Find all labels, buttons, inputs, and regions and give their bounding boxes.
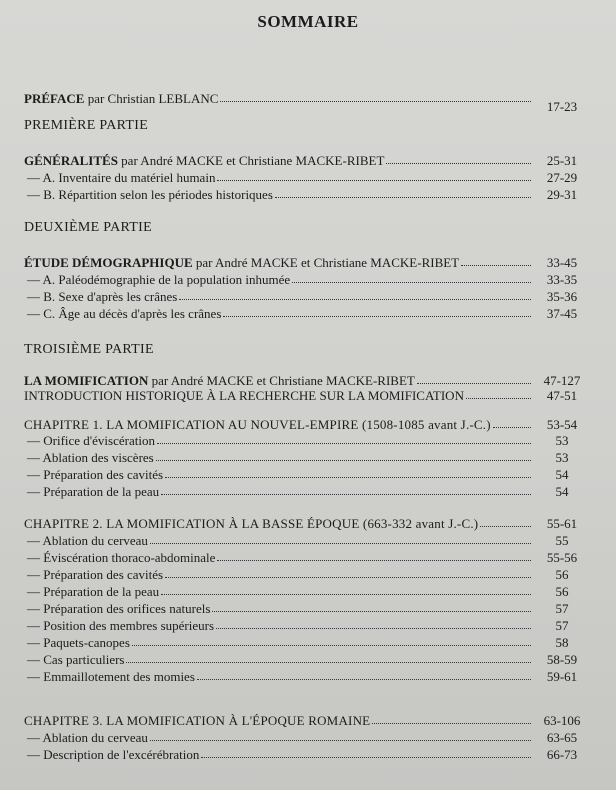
part-heading-2: DEUXIÈME PARTIE bbox=[24, 220, 152, 235]
toc-subentry bbox=[27, 530, 590, 548]
dot-leader bbox=[493, 427, 531, 428]
dot-leader bbox=[480, 526, 531, 527]
chapter-2-label: CHAPITRE 2. LA MOMIFICATION À LA BASSE ÉPOQUE (663-332 avant J.-C.) bbox=[24, 516, 479, 531]
toc-subentry-label: — Éviscération thoraco-abdominale bbox=[27, 550, 216, 565]
toc-subentry-label: — Préparation de la peau bbox=[27, 584, 160, 599]
page-range: 35-36 bbox=[546, 289, 578, 304]
toc-subentry-label: — Ablation des viscères bbox=[27, 450, 154, 465]
dot-leader bbox=[165, 477, 531, 478]
page-range: 66-73 bbox=[546, 747, 578, 762]
page-range: 59-61 bbox=[546, 669, 578, 684]
toc-subentry bbox=[27, 184, 590, 202]
page-range: 56 bbox=[555, 584, 569, 599]
toc-subentry bbox=[27, 615, 590, 633]
toc-subentry bbox=[27, 581, 590, 599]
momification-author: par André MACKE et Christiane MACKE-RIBET bbox=[148, 373, 415, 388]
toc-subentry bbox=[27, 464, 590, 482]
dot-leader bbox=[150, 543, 531, 544]
page-range: 37-45 bbox=[546, 306, 578, 321]
toc-subentry bbox=[27, 564, 590, 582]
toc-subentry bbox=[27, 481, 590, 499]
toc-subentry bbox=[27, 666, 590, 684]
toc-entry-generalites bbox=[24, 150, 590, 168]
dot-leader bbox=[179, 299, 531, 300]
dot-leader bbox=[157, 443, 531, 444]
dot-leader bbox=[223, 316, 531, 317]
dot-leader bbox=[217, 180, 531, 181]
demographie-author: par André MACKE et Christiane MACKE-RIBET bbox=[192, 255, 460, 270]
chapter-3-entry bbox=[24, 710, 590, 728]
page-range: 25-31 bbox=[546, 153, 578, 168]
dot-leader bbox=[417, 383, 531, 384]
dot-leader bbox=[156, 460, 531, 461]
dot-leader bbox=[132, 645, 531, 646]
toc-subentry-label: — A. Paléodémographie de la population inhumée bbox=[27, 272, 291, 287]
toc-subentry-label: — Emmaillotement des momies bbox=[27, 669, 195, 684]
toc-subentry-label: — B. Sexe d'après les crânes bbox=[27, 289, 178, 304]
chapter-3-label: CHAPITRE 3. LA MOMIFICATION À L'ÉPOQUE ROMAINE bbox=[24, 713, 371, 728]
toc-subentry-label: — Paquets-canopes bbox=[27, 635, 130, 650]
toc-subentry-label: — Ablation du cerveau bbox=[27, 730, 148, 745]
momification-heading: LA MOMIFICATION bbox=[24, 373, 149, 388]
chapter-1-label: CHAPITRE 1. LA MOMIFICATION AU NOUVEL-EMPIRE (1508-1085 avant J.-C.) bbox=[24, 417, 491, 432]
preface-author: par Christian LEBLANC bbox=[84, 91, 219, 106]
toc-subentry-label: — A. Inventaire du matériel humain bbox=[27, 170, 216, 185]
page-range: 58 bbox=[555, 635, 569, 650]
toc-subentry bbox=[27, 547, 590, 565]
toc-subentry bbox=[27, 269, 590, 287]
page-range: 54 bbox=[555, 484, 569, 499]
toc-subentry-label: — Préparation des orifices naturels bbox=[27, 601, 211, 616]
toc-subentry-label: — Ablation du cerveau bbox=[27, 533, 148, 548]
page-range: 47-127 bbox=[543, 373, 581, 388]
page-range: 63-65 bbox=[546, 730, 578, 745]
page-range: 27-29 bbox=[546, 170, 578, 185]
dot-leader bbox=[466, 398, 531, 399]
toc-entry-preface bbox=[24, 88, 590, 114]
introduction-label: INTRODUCTION HISTORIQUE À LA RECHERCHE SUR LA MOMIFICATION bbox=[24, 388, 464, 403]
dot-leader bbox=[150, 740, 531, 741]
dot-leader bbox=[372, 723, 531, 724]
part-heading-1: PREMIÈRE PARTIE bbox=[24, 118, 149, 133]
page-range: 33-35 bbox=[546, 272, 578, 287]
page-range: 57 bbox=[555, 601, 569, 616]
dot-leader bbox=[126, 662, 531, 663]
page-range: 57 bbox=[555, 618, 569, 633]
page-range: 53 bbox=[555, 433, 569, 448]
toc-subentry-label: — B. Répartition selon les périodes historiques bbox=[27, 187, 273, 202]
toc-subentry-label: — Préparation de la peau bbox=[27, 484, 160, 499]
chapter-2-entry bbox=[24, 513, 590, 531]
dot-leader bbox=[161, 594, 531, 595]
dot-leader bbox=[201, 757, 531, 758]
toc-subentry bbox=[27, 632, 590, 650]
page-range: 53 bbox=[555, 450, 569, 465]
part-heading-3: TROISIÈME PARTIE bbox=[24, 342, 154, 357]
toc-subentry bbox=[27, 649, 590, 667]
dot-leader bbox=[216, 628, 531, 629]
dot-leader bbox=[275, 197, 531, 198]
generalites-author: par André MACKE et Christiane MACKE-RIBET bbox=[117, 153, 385, 168]
toc-subentry-label: — Préparation des cavités bbox=[27, 567, 164, 582]
page-range: 29-31 bbox=[546, 187, 578, 202]
toc-subentry bbox=[27, 167, 590, 185]
dot-leader bbox=[220, 101, 531, 102]
toc-subentry bbox=[27, 744, 590, 762]
dot-leader bbox=[161, 494, 531, 495]
page-range: 33-45 bbox=[546, 255, 578, 270]
toc-subentry bbox=[27, 286, 590, 304]
dot-leader bbox=[292, 282, 531, 283]
dot-leader bbox=[461, 265, 531, 266]
toc-subentry bbox=[27, 598, 590, 616]
toc-entry-label bbox=[24, 153, 384, 168]
page-range: 56 bbox=[555, 567, 569, 582]
toc-entry-label bbox=[24, 255, 459, 270]
toc-entry-introduction bbox=[24, 385, 590, 403]
page-range: 63-106 bbox=[543, 713, 581, 728]
toc-subentry-label: — Position des membres supérieurs bbox=[27, 618, 215, 633]
demographie-heading: ÉTUDE DÉMOGRAPHIQUE bbox=[24, 255, 193, 270]
toc-subentry bbox=[27, 727, 590, 745]
dot-leader bbox=[212, 611, 531, 612]
toc-entry-demographie bbox=[24, 252, 590, 270]
page-range: 53-54 bbox=[546, 417, 578, 432]
toc-entry-label bbox=[24, 91, 218, 106]
page-range: 55-56 bbox=[546, 550, 578, 565]
toc-subentry-label: — Orifice d'éviscération bbox=[27, 433, 155, 448]
toc-subentry-label: — C. Âge au décès d'après les crânes bbox=[27, 306, 222, 321]
dot-leader bbox=[165, 577, 531, 578]
toc-subentry-label: — Description de l'excérébration bbox=[27, 747, 200, 762]
preface-heading: PRÉFACE bbox=[24, 91, 85, 106]
dot-leader bbox=[197, 679, 531, 680]
page-range: 55-61 bbox=[546, 516, 578, 531]
page-range: 58-59 bbox=[546, 652, 578, 667]
toc-subentry bbox=[27, 303, 590, 321]
toc-subentry bbox=[27, 447, 590, 465]
generalites-heading: GÉNÉRALITÉS bbox=[24, 153, 118, 168]
dot-leader bbox=[217, 560, 531, 561]
page-range: 54 bbox=[555, 467, 569, 482]
page-title: SOMMAIRE bbox=[257, 12, 359, 31]
toc-subentry-label: — Préparation des cavités bbox=[27, 467, 164, 482]
toc-subentry-label: — Cas particuliers bbox=[27, 652, 125, 667]
page-range: 47-51 bbox=[546, 388, 578, 403]
dot-leader bbox=[386, 163, 531, 164]
toc-subentry bbox=[27, 430, 590, 448]
page-range: 55 bbox=[555, 533, 569, 548]
page-range: 17-23 bbox=[546, 99, 578, 114]
